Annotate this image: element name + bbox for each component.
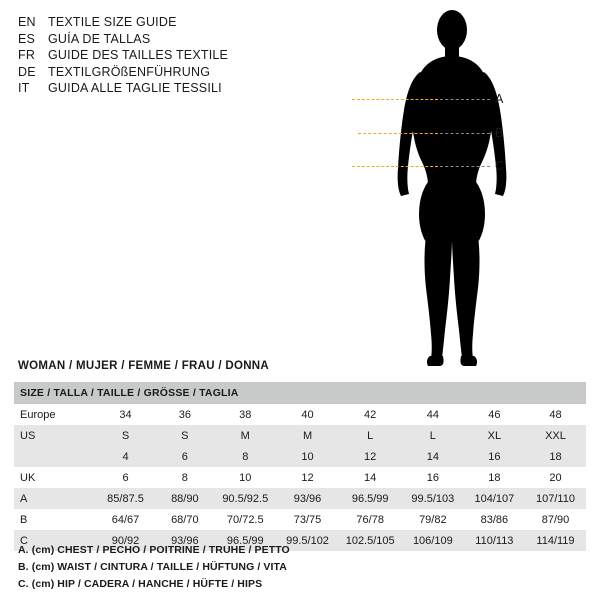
- cell: 40: [277, 404, 339, 425]
- legend-item-b: B. (cm) WAIST / CINTURA / TAILLE / HÜFTUNG / VITA: [18, 561, 287, 573]
- measure-label-a: A: [495, 92, 504, 106]
- cell: 87/90: [525, 509, 586, 530]
- table-row: [14, 488, 586, 509]
- language-code: ES: [18, 31, 36, 46]
- measurement-legend: [18, 542, 290, 593]
- cell: 93/96: [277, 488, 339, 509]
- cell: 68/70: [156, 509, 214, 530]
- table-row: [14, 425, 586, 446]
- measure-line-c-accent: [352, 166, 438, 167]
- measure-line-b-accent: [358, 133, 438, 134]
- cell: 12: [277, 467, 339, 488]
- cell: XXL: [525, 425, 586, 446]
- language-code: EN: [18, 15, 36, 29]
- language-code: FR: [18, 48, 36, 62]
- cell: 42: [338, 404, 401, 425]
- cell: 20: [525, 467, 586, 488]
- measure-line-a-accent: [352, 99, 438, 100]
- cell: 114/119: [525, 530, 586, 551]
- cell: 107/110: [525, 488, 586, 509]
- cell: 73/75: [277, 509, 339, 530]
- cell: 12: [338, 446, 401, 467]
- table-row: [14, 509, 586, 530]
- cell: 14: [402, 446, 464, 467]
- table-header-row: [14, 382, 586, 404]
- language-code: DE: [18, 64, 36, 79]
- language-row: [18, 31, 338, 48]
- row-label: US: [14, 425, 95, 446]
- row-label: [14, 446, 95, 467]
- cell: M: [214, 425, 277, 446]
- row-label: UK: [14, 467, 95, 488]
- cell: XL: [464, 425, 525, 446]
- cell: 64/67: [95, 509, 155, 530]
- cell: 36: [156, 404, 214, 425]
- measure-label-c: C: [495, 159, 505, 173]
- cell: S: [95, 425, 155, 446]
- cell: S: [156, 425, 214, 446]
- cell: 6: [95, 467, 155, 488]
- measure-label-b: B: [495, 126, 504, 140]
- language-text: GUÍA DE TALLAS: [48, 31, 151, 46]
- female-silhouette-figure: [340, 0, 600, 380]
- language-list: [18, 14, 338, 97]
- language-text: GUIDE DES TAILLES TEXTILE: [48, 48, 229, 62]
- legend-item-a: A. (cm) CHEST / PECHO / POITRINE / TRUHE / PETTO: [18, 544, 290, 556]
- row-label: Europe: [14, 404, 95, 425]
- language-text: GUIDA ALLE TAGLIE TESSILI: [48, 81, 222, 95]
- cell: 8: [156, 467, 214, 488]
- cell: 18: [525, 446, 586, 467]
- cell: 38: [214, 404, 277, 425]
- cell: 16: [402, 467, 464, 488]
- language-text: TEXTILGRÖßENFÜHRUNG: [48, 64, 211, 79]
- row-label: A: [14, 488, 95, 509]
- cell: 16: [464, 446, 525, 467]
- cell: L: [402, 425, 464, 446]
- language-row: [18, 14, 338, 31]
- cell: 44: [402, 404, 464, 425]
- cell: 70/72.5: [214, 509, 277, 530]
- cell: 99.5/103: [402, 488, 464, 509]
- measure-line-b-extension: [440, 133, 490, 134]
- language-text: TEXTILE SIZE GUIDE: [48, 15, 177, 29]
- cell: 10: [214, 467, 277, 488]
- cell: 96.5/99: [338, 488, 401, 509]
- table-header-label: SIZE / TALLA / TAILLE / GRÖSSE / TAGLIA: [14, 382, 586, 404]
- cell: 46: [464, 404, 525, 425]
- language-row: [18, 64, 338, 81]
- cell: 18: [464, 467, 525, 488]
- female-silhouette-icon: [340, 0, 600, 380]
- cell: 85/87.5: [95, 488, 155, 509]
- measure-line-c-extension: [440, 166, 490, 167]
- section-heading: WOMAN / MUJER / FEMME / FRAU / DONNA: [18, 360, 270, 372]
- cell: 83/86: [464, 509, 525, 530]
- cell: 99.5/102: [277, 530, 339, 551]
- cell: 6: [156, 446, 214, 467]
- cell: 102.5/105: [338, 530, 401, 551]
- legend-item-c: C. (cm) HIP / CADERA / HANCHE / HÜFTE / HIPS: [18, 578, 263, 590]
- size-table: [14, 382, 586, 551]
- language-code: IT: [18, 81, 30, 95]
- language-row: [18, 80, 338, 97]
- cell: 110/113: [464, 530, 525, 551]
- cell: 10: [277, 446, 339, 467]
- cell: L: [338, 425, 401, 446]
- cell: 104/107: [464, 488, 525, 509]
- cell: 8: [214, 446, 277, 467]
- cell: 14: [338, 467, 401, 488]
- cell: 90.5/92.5: [214, 488, 277, 509]
- row-label: B: [14, 509, 95, 530]
- language-row: [18, 47, 338, 64]
- table-row: [14, 467, 586, 488]
- table-row: [14, 446, 586, 467]
- table-row: [14, 404, 586, 425]
- cell: 90/92: [95, 530, 155, 551]
- cell: 106/109: [402, 530, 464, 551]
- cell: 48: [525, 404, 586, 425]
- cell: 79/82: [402, 509, 464, 530]
- cell: 34: [95, 404, 155, 425]
- cell: M: [277, 425, 339, 446]
- cell: 96.5/99: [214, 530, 277, 551]
- cell: 76/78: [338, 509, 401, 530]
- cell: 93/96: [156, 530, 214, 551]
- measure-line-a-extension: [440, 99, 490, 100]
- cell: 4: [95, 446, 155, 467]
- row-label: C: [14, 530, 95, 551]
- cell: 88/90: [156, 488, 214, 509]
